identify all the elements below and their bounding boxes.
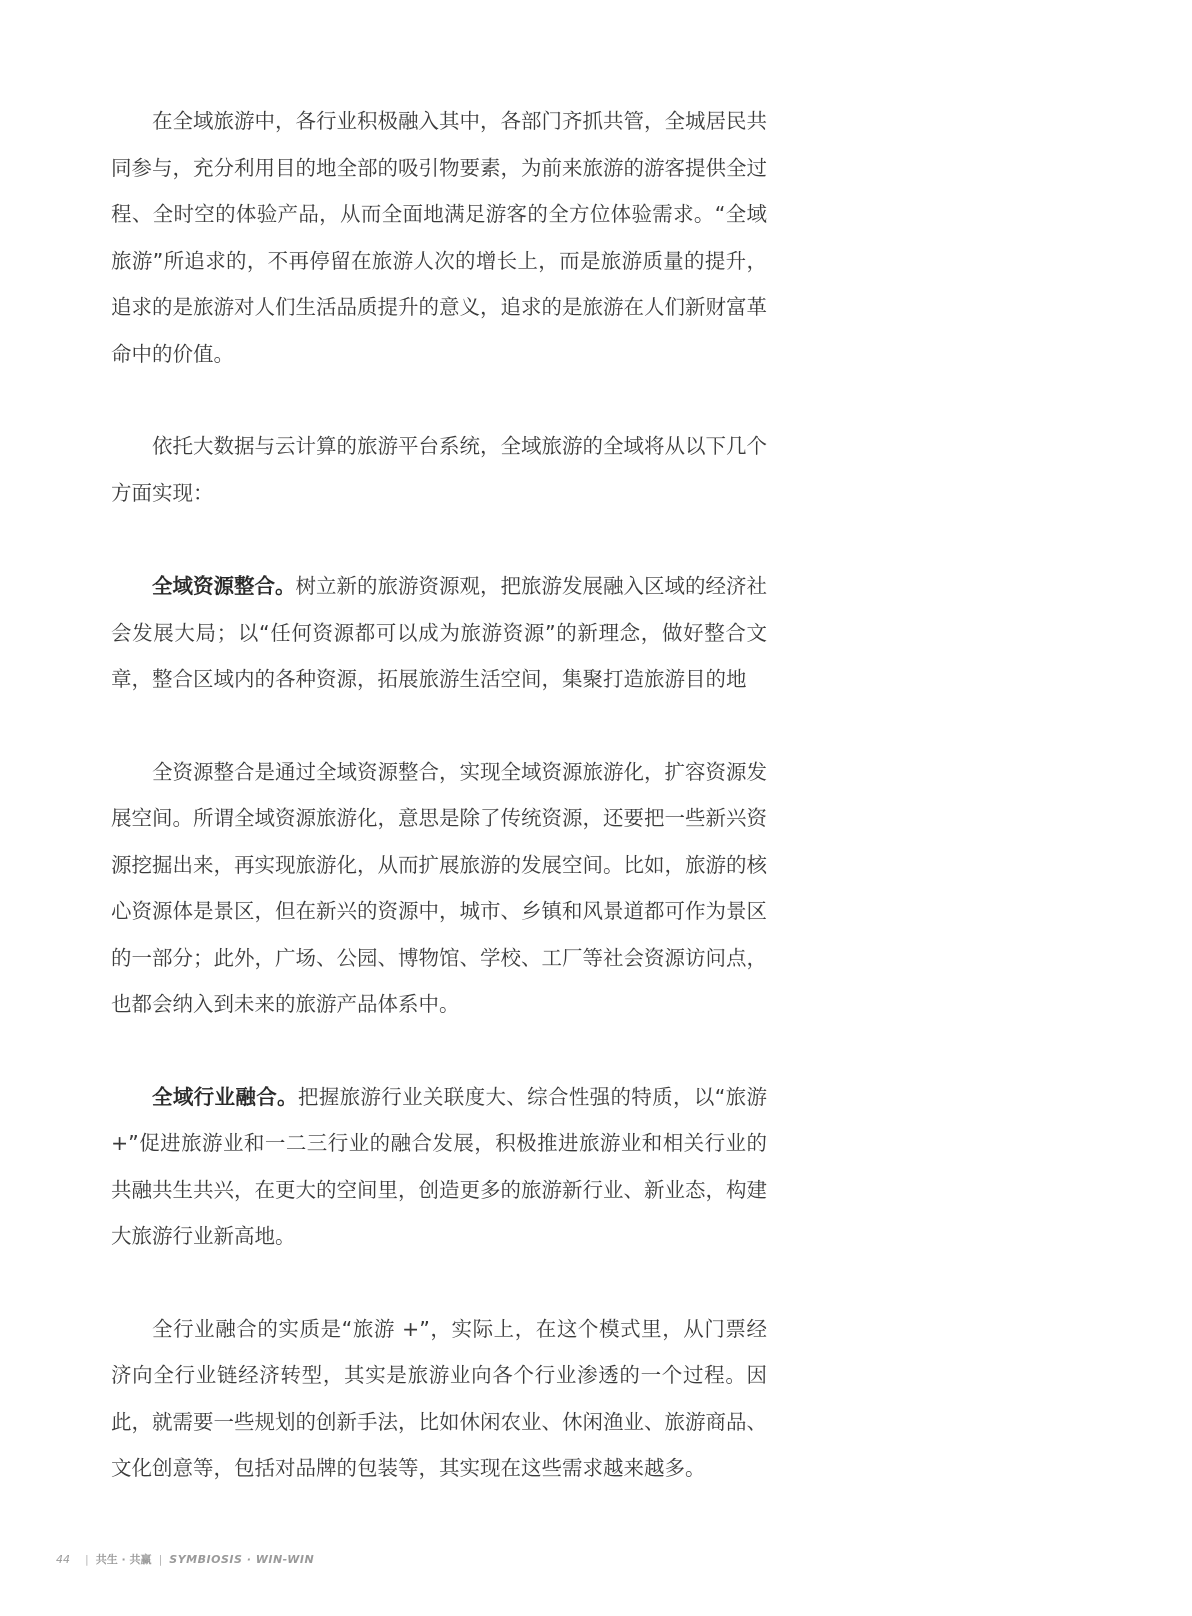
page-number: 44 xyxy=(56,1552,70,1566)
footer-divider: | xyxy=(158,1552,163,1566)
page-footer xyxy=(56,1551,314,1567)
paragraph-1 xyxy=(111,98,767,377)
paragraph-3 xyxy=(111,563,767,703)
article-body xyxy=(111,98,767,1492)
paragraph-6-text: 全行业融合的实质是“旅游 +”，实际上，在这个模式里，从门票经济向全行业链经济转型，其实是旅游业向各个行业渗透的一个过程。因此，就需要一些规划的创新手法，比如休闲农业、休闲渔业、旅游商品、文化创意等，包括对品牌的包装等，其实现在这些需求越来越多。 xyxy=(111,1316,767,1480)
paragraph-1-text: 在全域旅游中，各行业积极融入其中，各部门齐抓共管，全城居民共同参与，充分利用目的地全部的吸引物要素，为前来旅游的游客提供全过程、全时空的体验产品，从而全面地满足游客的全方位体验需求。“全域旅游”所追求的，不再停留在旅游人次的增长上，而是旅游质量的提升，追求的是旅游对人们生活品质提升的意义，追求的是旅游在人们新财富革命中的价值。 xyxy=(111,109,767,366)
footer-divider: | xyxy=(85,1552,89,1566)
paragraph-5 xyxy=(111,1074,767,1260)
footer-title-cn: 共生 · 共赢 xyxy=(95,1553,152,1566)
paragraph-3-lead: 全域资源整合。 xyxy=(152,574,296,598)
paragraph-4-text: 全资源整合是通过全域资源整合，实现全域资源旅游化，扩容资源发展空间。所谓全域资源旅游化，意思是除了传统资源，还要把一些新兴资源挖掘出来，再实现旅游化，从而扩展旅游的发展空间。比如，旅游的核心资源体是景区，但在新兴的资源中，城市、乡镇和风景道都可作为景区的一部分；此外，广场、公园、博物馆、学校、工厂等社会资源访问点，也都会纳入到未来的旅游产品体系中。 xyxy=(111,759,767,1016)
paragraph-2 xyxy=(111,423,767,516)
paragraph-3-text: 树立新的旅游资源观，把旅游发展融入区域的经济社会发展大局；以“任何资源都可以成为旅游资源”的新理念，做好整合文章，整合区域内的各种资源，拓展旅游生活空间，集聚打造旅游目的地 xyxy=(111,574,767,691)
paragraph-4 xyxy=(111,749,767,1028)
paragraph-5-lead: 全域行业融合。 xyxy=(152,1084,298,1109)
paragraph-2-text: 依托大数据与云计算的旅游平台系统，全域旅游的全域将从以下几个方面实现： xyxy=(111,434,767,505)
paragraph-6 xyxy=(111,1306,767,1492)
paragraph-5-text: 把握旅游行业关联度大、综合性强的特质，以“旅游 +”促进旅游业和一二三行业的融合发展，积极推进旅游业和相关行业的共融共生共兴，在更大的空间里，创造更多的旅游新行业、新业态，构建大旅游行业新高地。 xyxy=(111,1084,768,1248)
footer-title-en: SYMBIOSIS · WIN-WIN xyxy=(169,1552,315,1566)
